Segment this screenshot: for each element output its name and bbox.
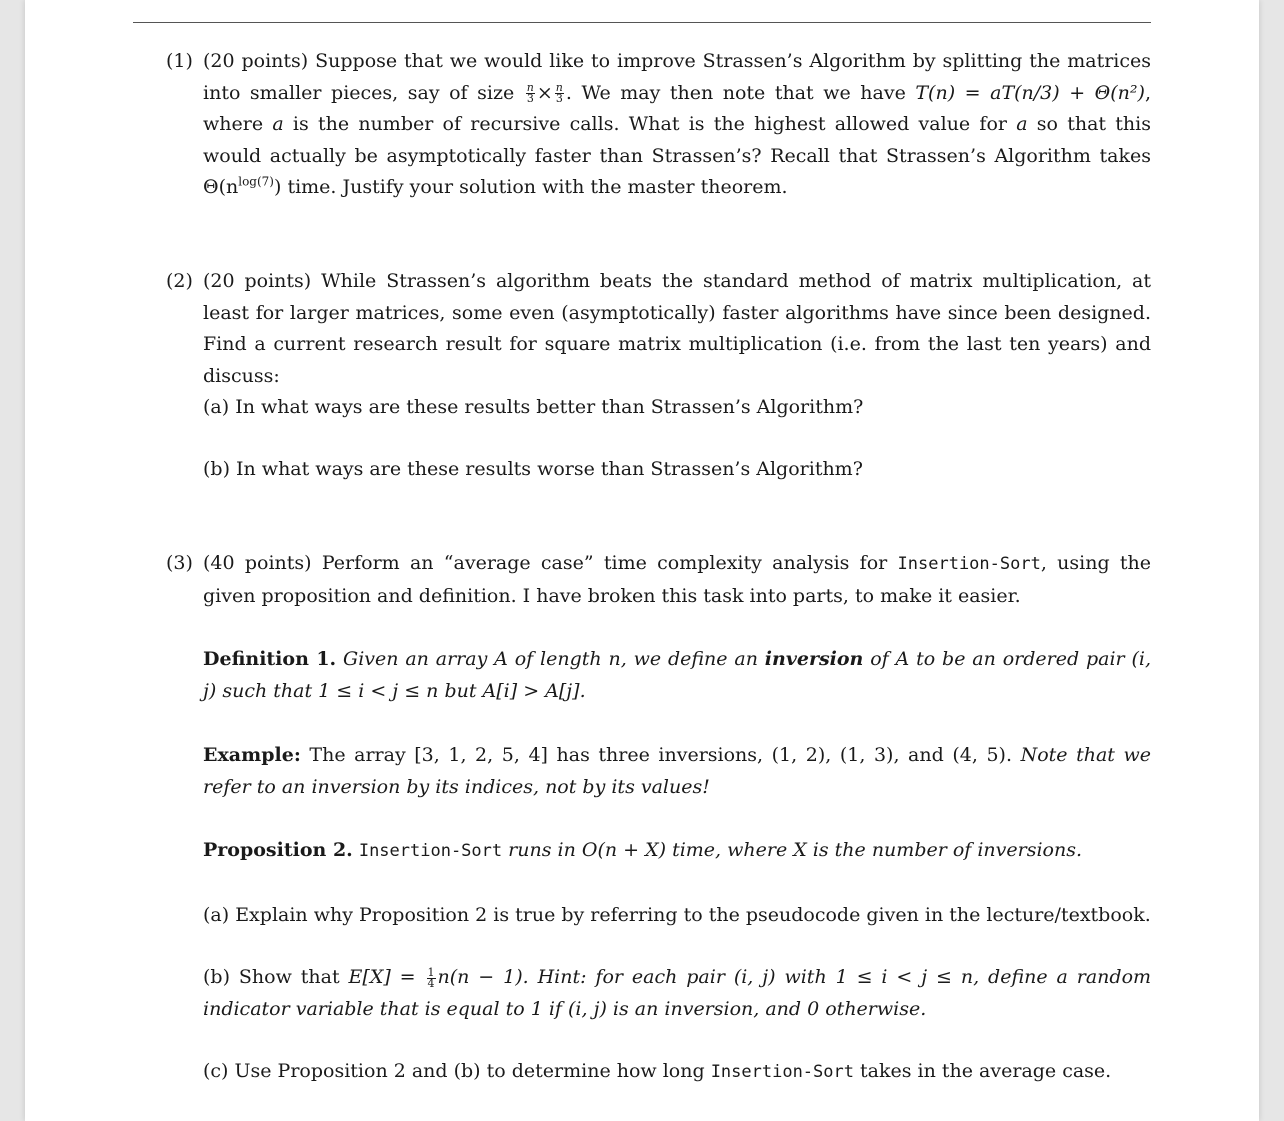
q1-times: × bbox=[536, 81, 553, 104]
q1-text-2: . We may then note that we have bbox=[565, 81, 906, 104]
q3-number: (3) bbox=[166, 552, 193, 574]
q3-points: (40 points) bbox=[203, 552, 312, 574]
q3-part-b bbox=[203, 962, 1151, 1025]
q1-text-6: time. Justify your solution with the master theorem. bbox=[287, 176, 788, 198]
q2-text: While Strassen’s algorithm beats the standard method of matrix multiplication, at least for larger matrices, some even (asymptotically) faster algorithms have since been designed. Find a current research result for square matrix multiplication (i.e. from the last ten years) and discuss: bbox=[203, 270, 1151, 387]
q1-text-4: is the number of recursive calls. What is the highest allowed value for bbox=[292, 113, 1007, 135]
q3-example bbox=[203, 740, 1151, 803]
example-text-1: The array [3, 1, 2, 5, 4] has three inversions, (1, 2), (1, 3), and (4, 5). bbox=[309, 744, 1012, 766]
q3-part-b-eq2: n(n − 1). bbox=[437, 966, 529, 988]
q3-part-b-hint: Hint: for each pair (i, j) with 1 ≤ i < j ≤ n, define a random indicator variable that is equal to 1 if (i, j) is an inversion, and 0 otherwise. bbox=[203, 966, 1152, 1020]
q3-part-b-fraction: $\frac{1}{4}$ bbox=[427, 965, 435, 990]
q1-text-5: so that this would actually be asymptotically faster than Strassen’s? Recall that Strassen’s Algorithm takes bbox=[203, 113, 1152, 167]
definition-bold: inversion bbox=[764, 648, 864, 670]
q2-part-b: (b) In what ways are these results worse than Strassen’s Algorithm? bbox=[203, 458, 863, 480]
q2-points: (20 points) bbox=[203, 270, 312, 292]
q3-part-c-text-1: (c) Use Proposition 2 and (b) to determine how long bbox=[203, 1060, 705, 1082]
q3-part-c bbox=[203, 1056, 1151, 1089]
q1-fraction-1: $\frac{n}{3}$ bbox=[526, 81, 534, 105]
proposition-label: Proposition 2. bbox=[203, 839, 353, 861]
q3-part-c-code: Insertion-Sort bbox=[710, 1062, 854, 1082]
q2-part-a: (a) In what ways are these results better than Strassen’s Algorithm? bbox=[203, 396, 864, 418]
q2-paragraph bbox=[203, 266, 1151, 392]
q3-text-1: Perform an “average case” time complexity analysis for bbox=[321, 552, 888, 574]
q1-theta: $\Theta(n^{log(7)})$ bbox=[203, 174, 282, 198]
definition-label: Definition 1. bbox=[203, 648, 337, 670]
q1-var-a-2: a bbox=[1016, 113, 1028, 135]
q1-recurrence: T(n) = aT(n/3) + Θ(n²) bbox=[915, 81, 1145, 104]
q3-proposition bbox=[203, 835, 1151, 868]
q2-number: (2) bbox=[166, 270, 193, 292]
q3-code: Insertion-Sort bbox=[897, 554, 1041, 574]
q1-var-a: a bbox=[272, 113, 284, 135]
q1-text-3: , where bbox=[203, 81, 1151, 135]
q1-text-1: Suppose that we would like to improve Strassen’s Algorithm by splitting the matrices into smaller pieces, say of size bbox=[203, 50, 1151, 104]
q3-definition bbox=[203, 644, 1151, 707]
q1-paragraph bbox=[203, 46, 1151, 204]
q3-part-b-eq1: E[X] = bbox=[348, 966, 416, 988]
q3-part-c-text-2: takes in the average case. bbox=[860, 1060, 1112, 1082]
q1-fraction-2: $\frac{n}{3}$ bbox=[555, 81, 563, 105]
q3-part-a: (a) Explain why Proposition 2 is true by referring to the pseudocode given in the lecture/textbook. bbox=[203, 904, 1151, 926]
q3-paragraph bbox=[203, 548, 1151, 612]
q3-part-b-text: (b) Show that bbox=[203, 966, 340, 988]
q3-text-2: , using the given proposition and definition. I have broken this task into parts, to make it easier. bbox=[203, 552, 1151, 607]
definition-text-1: Given an array A of length n, we define an bbox=[343, 648, 758, 670]
q1-number: (1) bbox=[166, 50, 193, 72]
proposition-text: runs in O(n + X) time, where X is the number of inversions. bbox=[508, 839, 1083, 861]
example-text-2: Note that we refer to an inversion by its indices, not by its values! bbox=[203, 744, 1151, 798]
q1-points: (20 points) bbox=[203, 50, 309, 72]
definition-text-2: of A to be an ordered pair (i, j) such that 1 ≤ i < j ≤ n but A[i] > A[j]. bbox=[203, 648, 1152, 702]
proposition-code: Insertion-Sort bbox=[358, 841, 503, 861]
header-rule bbox=[133, 22, 1151, 23]
example-label: Example: bbox=[203, 744, 301, 766]
